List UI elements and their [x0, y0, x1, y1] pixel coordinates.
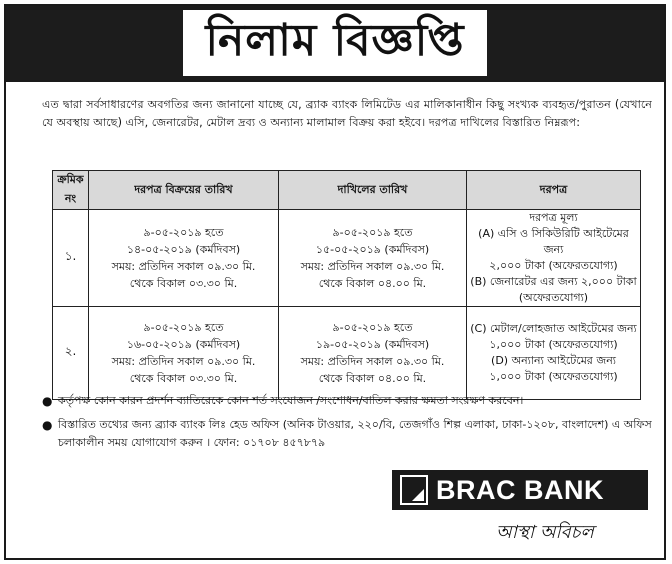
table-header-row [53, 171, 641, 210]
submit-line: সময়: প্রতিদিন সকাল ০৯.৩০ মি. [300, 260, 445, 273]
submit-line: ১৫-০৫-২০১৯ (কর্মদিবস) [315, 243, 430, 256]
brand-name: BRAC BANK [436, 474, 604, 505]
submit-date-cell [279, 307, 467, 400]
submit-line: ১৯-০৫-২০১৯ (কর্মদিবস) [315, 338, 430, 351]
sale-line: ৯-০৫-২০১৯ হতে [143, 321, 224, 334]
list-item [42, 392, 662, 410]
price-line: ২,০০০ টাকা (অফেরতযোগ্য) [489, 259, 618, 272]
table-row [53, 307, 641, 400]
brand-tagline: আস্থা অবিচল [496, 522, 594, 543]
row-serial: ২. [53, 307, 89, 400]
price-line: (C) মেটাল/লোহজাত আইটেমের জন্য [470, 322, 637, 335]
header-tender: দরপত্র [467, 171, 641, 210]
price-line: দরপত্র মূল্য [529, 211, 578, 224]
notes-list [42, 392, 662, 458]
submit-line: ৯-০৫-২০১৯ হতে [332, 321, 413, 334]
price-line: ১,০০০ টাকা (অফেরতযোগ্য) [489, 370, 618, 383]
sale-line: সময়: প্রতিদিন সকাল ০৯.৩০ মি. [111, 260, 256, 273]
price-line: ১,০০০ টাকা (অফেরতযোগ্য) [489, 338, 618, 351]
submit-line: থেকে বিকাল ০৪.০০ মি. [318, 277, 427, 290]
intro-paragraph: এত দ্বারা সর্বসাধারণের অবগতির জন্য জানানো যাচ্ছে যে, ব্র্যাক ব্যাংক লিমিটেড এর মালিকানাধীন কিছু সংখ্যক ব্যবহৃত/পুরাতন (যেখানে যে অবস্থায় আছে) এসি, জেনারেটর, মেটাল দ্রব্য ও অন্যান্য মালামাল বিক্রয় করা হইবে। দরপত্র দাখিলের বিস্তারিত নিম্নরূপ: [42, 98, 652, 129]
price-line: (B) জেনারেটর এর জন্য ২,০০০ টাকা [470, 275, 637, 288]
sale-line: থেকে বিকাল ০৩.৩০ মি. [129, 372, 238, 385]
header-serial: ক্রমিক নং [53, 171, 89, 210]
price-line: (A) এসি ও সিকিউরিটি আইটেমের জন্য [478, 227, 629, 256]
sale-line: সময়: প্রতিদিন সকাল ০৯.৩০ মি. [111, 355, 256, 368]
brac-bank-logo [392, 470, 648, 510]
bullet-icon: ● [42, 394, 53, 408]
submit-line: থেকে বিকাল ০৪.০০ মি. [318, 372, 427, 385]
bank-logo-icon [400, 475, 428, 505]
sale-line: ১৪-০৫-২০১৯ (কর্মদিবস) [126, 243, 241, 256]
submit-line: ৯-০৫-২০১৯ হতে [332, 226, 413, 239]
sale-date-cell [89, 307, 279, 400]
note-text: কর্তৃপক্ষ কোন কারন প্রদর্শন ব্যাতিরেকে কোন শর্ত সংযোজন /সংশোধন/বাতিল করার ক্ষমতা সংরক্ষণ করবেন। [58, 394, 524, 407]
header-submit-date: দাখিলের তারিখ [279, 171, 467, 210]
auction-notice [4, 4, 666, 560]
submit-line: সময়: প্রতিদিন সকাল ০৯.৩০ মি. [300, 355, 445, 368]
notice-title: নিলাম বিজ্ঞপ্তি [183, 10, 486, 76]
sale-line: ৯-০৫-২০১৯ হতে [143, 226, 224, 239]
price-cell [467, 210, 641, 307]
price-line: (অফেরতযোগ্য) [518, 291, 589, 304]
list-item [42, 416, 662, 452]
table-row [53, 210, 641, 307]
sale-date-cell [89, 210, 279, 307]
tender-table [52, 170, 641, 400]
header-sale-date: দরপত্র বিক্রয়ের তারিখ [89, 171, 279, 210]
sale-line: ১৬-০৫-২০১৯ (কর্মদিবস) [126, 338, 241, 351]
row-serial: ১. [53, 210, 89, 307]
note-text: বিস্তারিত তথ্যের জন্য ব্র্যাক ব্যাংক লিঃ হেড অফিস (অনিক টাওয়ার, ২২০/বি, তেজগাঁও শিল্প এলাকা, ঢাকা-১২০৮, বাংলাদেশ) এ অফিস চলাকালীন সময় যোগাযোগ করুন । ফোন: ০১৭০৮ ৪৫৭৮৭৯ [58, 418, 652, 449]
sale-line: থেকে বিকাল ০৩.৩০ মি. [129, 277, 238, 290]
price-cell [467, 307, 641, 400]
title-banner [6, 6, 664, 82]
submit-date-cell [279, 210, 467, 307]
bullet-icon: ● [42, 418, 53, 432]
price-line: (D) অন্যান্য আইটেমের জন্য [491, 354, 616, 367]
